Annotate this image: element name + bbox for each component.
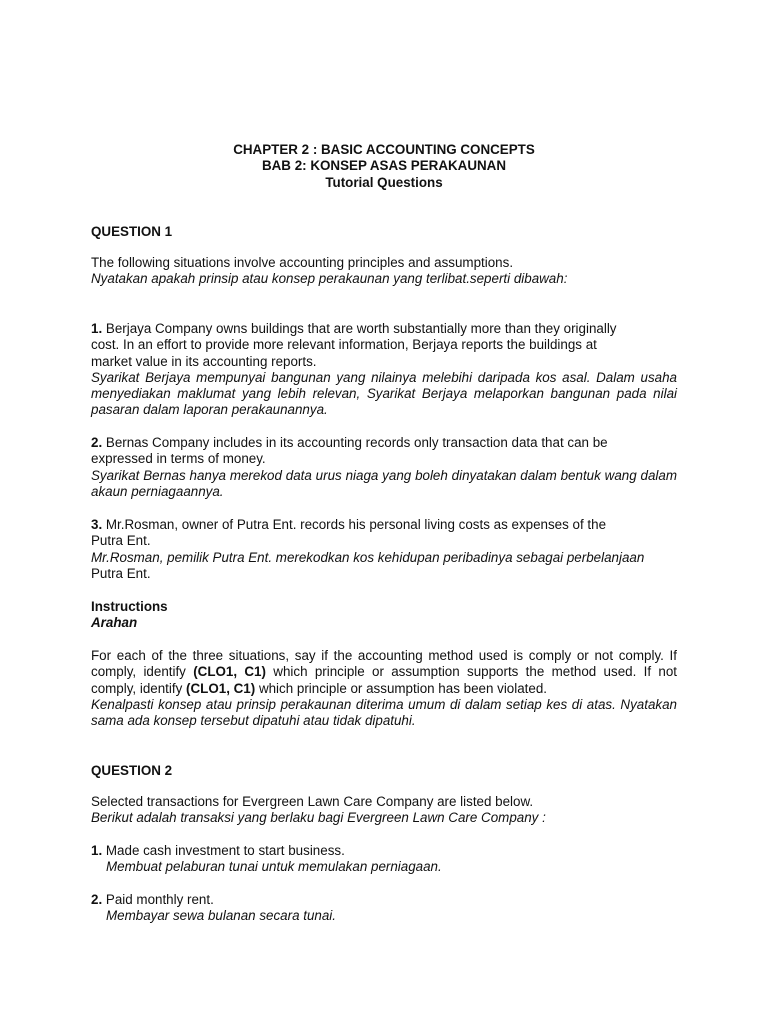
situation-1-malay: Syarikat Berjaya mempunyai bangunan yang nilainya melebihi daripada kos asal. Dalam usaha menyediakan maklumat yang lebih relevan, Syarikat Berjaya melaporkan bangunan pada nilai pasaran dalam laporan perakaunannya.	[91, 369, 677, 418]
instructions-body	[91, 648, 677, 729]
transaction-number: 1.	[91, 843, 103, 858]
question-1-heading: QUESTION 1	[91, 224, 173, 239]
instructions-malay: Kenalpasti konsep atau prinsip perakaunan diterima umum di dalam setiap kes di atas. Nyatakan sama ada konsep tersebut dipatuhi atau tidak dipatuhi.	[91, 696, 677, 729]
chapter-title-malay: BAB 2: KONSEP ASAS PERAKAUNAN	[261, 158, 507, 174]
situation-2-malay: Syarikat Bernas hanya merekod data urus niaga yang boleh dinyatakan dalam bentuk wang dalam akaun perniagaannya.	[91, 467, 677, 499]
clo-tag: (CLO1, C1)	[186, 680, 256, 696]
transaction-1	[91, 843, 677, 876]
transaction-2	[91, 892, 677, 925]
situation-number: 3.	[91, 517, 103, 532]
situation-1: 1. Berjaya Company owns buildings that are worth substantially more than they originally cost. In an effort to provide more relevant information, Berjaya reports the buildings at market value in its accounting reports. Syarikat Berjaya mempunyai bangunan yang nilainya melebihi daripada kos asal. Dalam usaha menyediakan maklumat yang lebih relevan, Syarikat Berjaya melaporkan bangunan pada nilai pasaran dalam laporan perakaunannya.	[91, 321, 677, 418]
intro-english: Selected transactions for Evergreen Lawn Care Company are listed below.	[91, 794, 534, 809]
situation-1-english: 1. Berjaya Company owns buildings that are worth substantially more than they originally	[91, 321, 617, 336]
situation-2: 2. Bernas Company includes in its accounting records only transaction data that can be expressed in terms of money. Syarikat Bernas hanya merekod data urus niaga yang boleh dinyatakan dalam bentuk wang dalam akaun perniagaannya.	[91, 435, 677, 499]
question-1-intro	[91, 255, 677, 288]
situation-3: 3. Mr.Rosman, owner of Putra Ent. records his personal living costs as expenses of the Putra Ent. Mr.Rosman, pemilik Putra Ent. merekodkan kos kehidupan peribadinya sebagai perbelanjaan Putra Ent.	[91, 517, 677, 582]
situation-number: 2.	[91, 435, 103, 450]
intro-english: The following situations involve accounting principles and assumptions.	[91, 255, 514, 270]
situation-3-english: 3. Mr.Rosman, owner of Putra Ent. records his personal living costs as expenses of the	[91, 517, 607, 532]
transaction-number: 2.	[91, 892, 103, 907]
instructions	[91, 599, 677, 632]
situation-2-english: 2. Bernas Company includes in its accounting records only transaction data that can be	[91, 435, 608, 450]
instructions-heading: Instructions	[91, 599, 168, 614]
transaction-2-english: 2. Paid monthly rent.	[91, 892, 214, 907]
transaction-1-malay: Membuat pelaburan tunai untuk memulakan perniagaan.	[106, 859, 442, 875]
clo-tag: (CLO1, C1)	[193, 664, 266, 680]
intro-malay: Nyatakan apakah prinsip atau konsep perakaunan yang terlibat.seperti dibawah:	[91, 271, 568, 287]
tutorial-subtitle: Tutorial Questions	[325, 174, 443, 190]
instructions-heading-malay: Arahan	[91, 615, 138, 631]
transaction-1-english: 1. Made cash investment to start business.	[91, 843, 345, 858]
document-header	[91, 142, 677, 191]
transaction-2-malay: Membayar sewa bulanan secara tunai.	[106, 908, 337, 924]
situation-number: 1.	[91, 321, 103, 336]
chapter-title: CHAPTER 2 : BASIC ACCOUNTING CONCEPTS	[233, 142, 535, 157]
situation-3-malay: Mr.Rosman, pemilik Putra Ent. merekodkan kos kehidupan peribadinya sebagai perbelanjaan	[91, 549, 645, 565]
question-2-heading: QUESTION 2	[91, 763, 173, 778]
question-2-intro	[91, 794, 677, 827]
instructions-english: For each of the three situations, say if the accounting method used is comply or not comply. If comply, identify (CLO1, C1) which principle or assumption supports the method used. If not comply, identify (CLO1, C1) which principle or assumption has been violated.	[91, 648, 677, 696]
intro-malay: Berikut adalah transaksi yang berlaku bagi Evergreen Lawn Care Company :	[91, 810, 546, 826]
